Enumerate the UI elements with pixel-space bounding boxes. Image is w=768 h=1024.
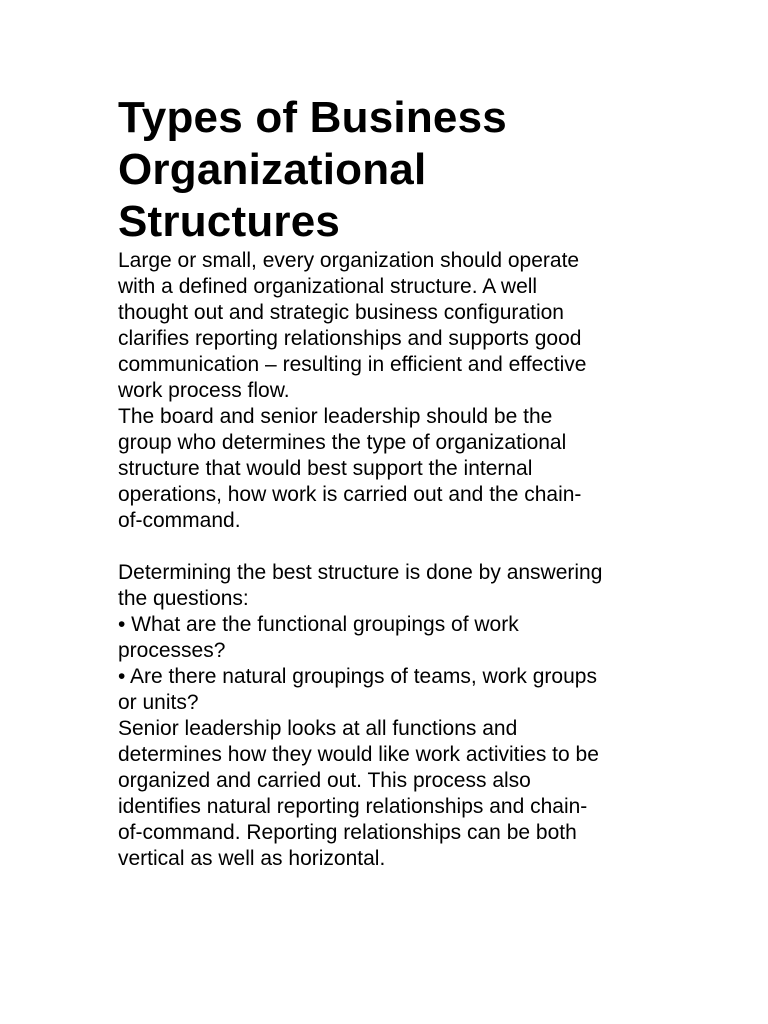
- text-line: identifies natural reporting relationships and chain-: [118, 795, 588, 818]
- text-line: clarifies reporting relationships and supports good: [118, 327, 582, 350]
- senior-paragraph: [118, 716, 678, 872]
- text-line: The board and senior leadership should be the: [118, 405, 553, 428]
- text-line: operations, how work is carried out and the chain-: [118, 483, 582, 506]
- board-paragraph: [118, 404, 678, 534]
- text-line: thought out and strategic business configuration: [118, 301, 564, 324]
- title-line: Types of Business: [118, 93, 507, 142]
- text-line: organized and carried out. This process also: [118, 769, 531, 792]
- text-line: structure that would best support the internal: [118, 457, 533, 480]
- title-line: Organizational: [118, 145, 427, 194]
- bullet-item: [118, 664, 678, 716]
- text-line: determines how they would like work activities to be: [118, 743, 599, 766]
- text-line: communication – resulting in efficient and effective: [118, 353, 587, 376]
- text-line: • What are the functional groupings of work: [118, 613, 519, 636]
- document-page: [118, 92, 678, 872]
- bullet-item: [118, 612, 678, 664]
- document-body: [118, 248, 678, 872]
- text-line: the questions:: [118, 587, 249, 610]
- text-line: processes?: [118, 639, 226, 662]
- text-line: • Are there natural groupings of teams, work groups: [118, 665, 597, 688]
- intro-paragraph: [118, 248, 678, 404]
- text-line: Senior leadership looks at all functions and: [118, 717, 518, 740]
- questions-paragraph: [118, 560, 678, 612]
- title-line: Structures: [118, 197, 341, 246]
- text-line: work process flow.: [118, 379, 290, 402]
- document-title: [118, 92, 678, 248]
- text-line: of-command.: [118, 509, 241, 532]
- text-line: vertical as well as horizontal.: [118, 847, 386, 870]
- text-line: or units?: [118, 691, 199, 714]
- text-line: of-command. Reporting relationships can be both: [118, 821, 577, 844]
- text-line: with a defined organizational structure. A well: [118, 275, 538, 298]
- text-line: Determining the best structure is done by answering: [118, 561, 603, 584]
- paragraph-spacer: [118, 534, 678, 560]
- text-line: group who determines the type of organizational: [118, 431, 567, 454]
- text-line: Large or small, every organization should operate: [118, 249, 580, 272]
